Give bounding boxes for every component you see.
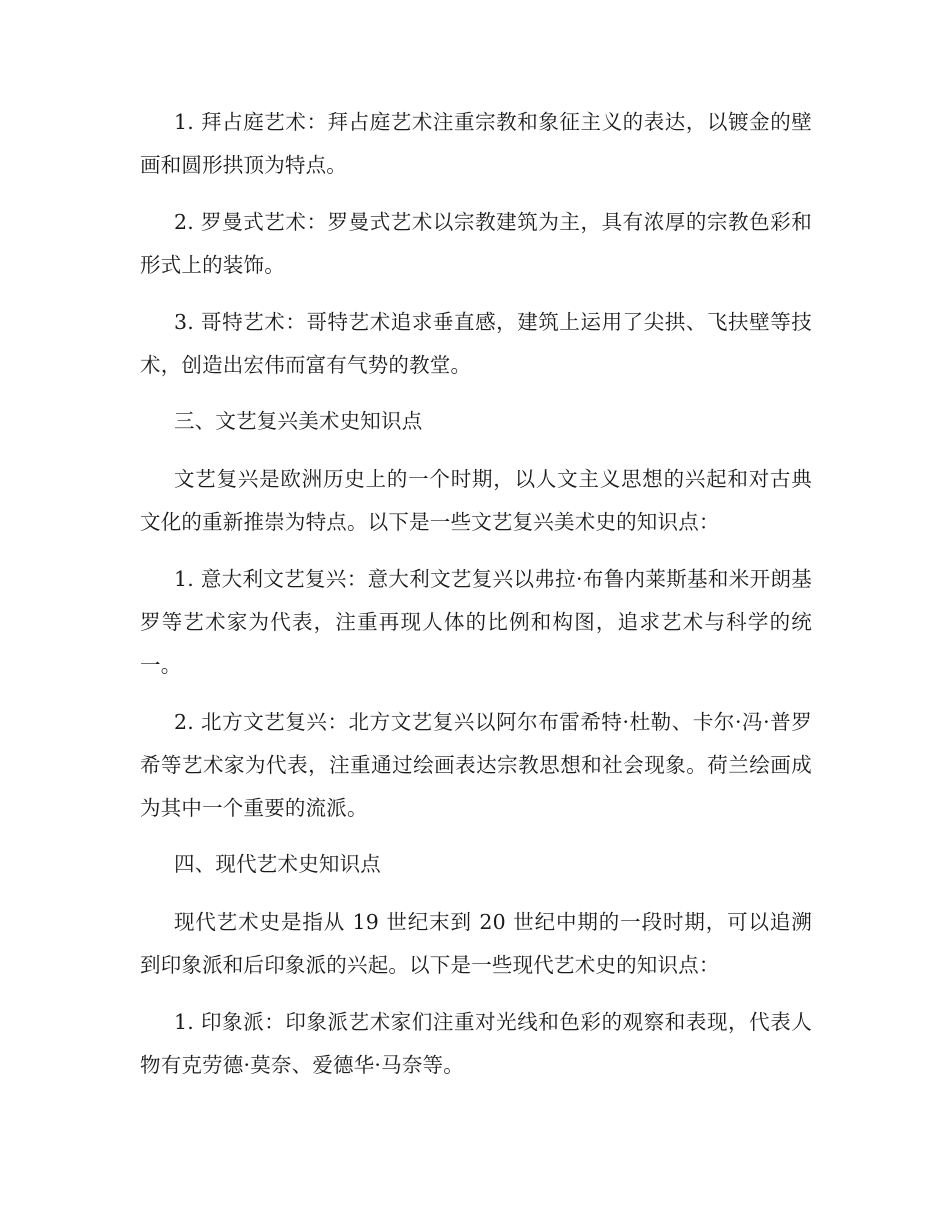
paragraph-northern-renaissance: 2. 北方文艺复兴：北方文艺复兴以阿尔布雷希特·杜勒、卡尔·冯·普罗希等艺术家为代表，注重通过绘画表达宗教思想和社会现象。荷兰绘画成为其中一个重要的流派。 — [140, 710, 812, 820]
paragraph-impressionism: 1. 印象派：印象派艺术家们注重对光线和色彩的观察和表现，代表人物有克劳德·莫奈、爱德华·马奈等。 — [140, 1010, 812, 1077]
section-heading-modern-art: 四、现代艺术史知识点 — [174, 852, 381, 876]
section-heading-renaissance: 三、文艺复兴美术史知识点 — [174, 409, 423, 433]
paragraph-modern-art-intro: 现代艺术史是指从 19 世纪末到 20 世纪中期的一段时期，可以追溯到印象派和后印象派的兴起。以下是一些现代艺术史的知识点： — [140, 910, 812, 977]
paragraph-byzantine-art: 1. 拜占庭艺术：拜占庭艺术注重宗教和象征主义的表达，以镀金的壁画和圆形拱顶为特点。 — [140, 110, 812, 177]
paragraph-gothic-art: 3. 哥特艺术：哥特艺术追求垂直感，建筑上运用了尖拱、飞扶壁等技术，创造出宏伟而富有气势的教堂。 — [140, 310, 812, 377]
paragraph-italian-renaissance: 1. 意大利文艺复兴：意大利文艺复兴以弗拉·布鲁内莱斯基和米开朗基罗等艺术家为代表，注重再现人体的比例和构图，追求艺术与科学的统一。 — [140, 567, 812, 677]
paragraph-romanesque-art: 2. 罗曼式艺术：罗曼式艺术以宗教建筑为主，具有浓厚的宗教色彩和形式上的装饰。 — [140, 210, 812, 277]
paragraph-renaissance-intro: 文艺复兴是欧洲历史上的一个时期，以人文主义思想的兴起和对古典文化的重新推崇为特点。以下是一些文艺复兴美术史的知识点： — [140, 467, 812, 534]
